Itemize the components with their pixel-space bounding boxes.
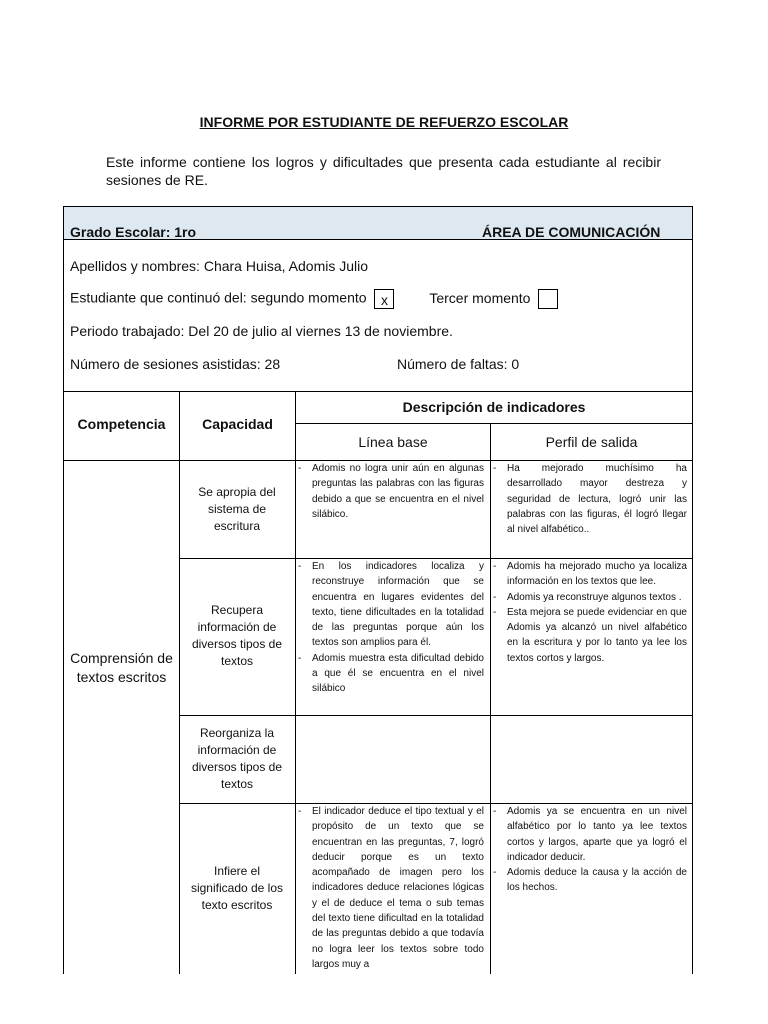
indicator-item: - Adomis ya reconstruye algunos textos .: [493, 590, 687, 605]
indicator-item: - Adomis deduce la causa y la acción de los hechos.: [493, 865, 687, 896]
header-capacidad: Capacidad: [202, 416, 273, 432]
grado-escolar: Grado Escolar: 1ro: [70, 224, 197, 240]
student-name: Apellidos y nombres: Chara Huisa, Adomis Julio: [70, 258, 369, 274]
linea-base-cell: [298, 804, 484, 972]
indicator-item: - Adomis ya se encuentra en un nivel alfabético por lo tanto ya lee textos cortos y largos, aparte que ya logró el indicador deducir.: [493, 804, 687, 865]
tercer-momento-label: Tercer momento: [429, 289, 531, 306]
linea-base-cell: [298, 461, 484, 522]
indicator-item: - Esta mejora se puede evidenciar en que Adomis ya alcanzó un nivel alfabético en la escritura y por lo tanto ya lee los textos cortos y largos.: [493, 605, 687, 666]
indicator-item: - Adomis muestra esta dificultad debido a que él se encuentra en el nivel silábico: [298, 651, 484, 697]
segundo-momento-checkbox[interactable]: x: [374, 289, 394, 309]
sesiones-asistidas: Número de sesiones asistidas: 28: [70, 356, 281, 372]
perfil-cell: [493, 804, 687, 896]
report-frame: [63, 206, 693, 974]
document-title: INFORME POR ESTUDIANTE DE REFUERZO ESCOLAR: [199, 114, 569, 130]
indicator-item: - En los indicadores localiza y reconstruye información que se encuentra en lugares evidentes del texto, tiene dificultades en la totalidad de las preguntas porque aún los textos son amplios para él.: [298, 559, 484, 651]
numero-faltas: Número de faltas: 0: [397, 356, 520, 372]
linea-base-cell: [298, 559, 484, 697]
header-competencia: Competencia: [77, 416, 166, 432]
indicator-item: - Adomis ha mejorado mucho ya localiza información en los textos que lee.: [493, 559, 687, 590]
capacidad-cell: Recupera información de diversos tipos de textos: [191, 603, 283, 668]
continuation-line: [70, 289, 558, 309]
indicator-item: - El indicador deduce el tipo textual y el propósito de un texto que se encuentran en las preguntas, 7, logró deducir porque es un texto acompañado de imagen pero los indicadores deduce relaciones lógicas y el de deduce el tema o sub temas del texto tiene dificultad en la totalidad de las preguntas debido a que todavía no logra leer los textos sobre todo largos muy a: [298, 804, 484, 972]
indicator-item: - Adomis no logra unir aún en algunas preguntas las palabras con las figuras debido a que se encuentra en el nivel silábico.: [298, 461, 484, 522]
area-title: ÁREA DE COMUNICACIÓN: [482, 224, 661, 240]
header-linea-base: Línea base: [358, 434, 428, 450]
header-descripcion: Descripción de indicadores: [402, 399, 586, 415]
header-perfil-salida: Perfil de salida: [545, 434, 638, 450]
competencia-cell: Comprensión de textos escritos: [70, 650, 173, 685]
tercer-momento-checkbox[interactable]: [538, 289, 558, 309]
header-band: [64, 207, 692, 240]
intro-paragraph: Este informe contiene los logros y dificultades que presenta cada estudiante al recibir sesiones de RE.: [106, 154, 661, 188]
perfil-cell: [493, 461, 687, 537]
capacidad-cell: Infiere el significado de los texto escritos: [190, 864, 284, 912]
indicator-item: - Ha mejorado muchísimo ha desarrollado mayor destreza y seguridad de lectura, logró unir las palabras con las figuras, él logró llegar al nivel alfabético..: [493, 461, 687, 537]
periodo-trabajado: Periodo trabajado: Del 20 de julio al viernes 13 de noviembre.: [70, 323, 453, 339]
continuation-label: Estudiante que continuó del: segundo momento: [70, 289, 367, 306]
capacidad-cell: Reorganiza la información de diversos tipos de textos: [191, 726, 283, 791]
perfil-cell: [493, 559, 687, 666]
capacidad-cell: Se apropia del sistema de escritura: [198, 485, 276, 533]
